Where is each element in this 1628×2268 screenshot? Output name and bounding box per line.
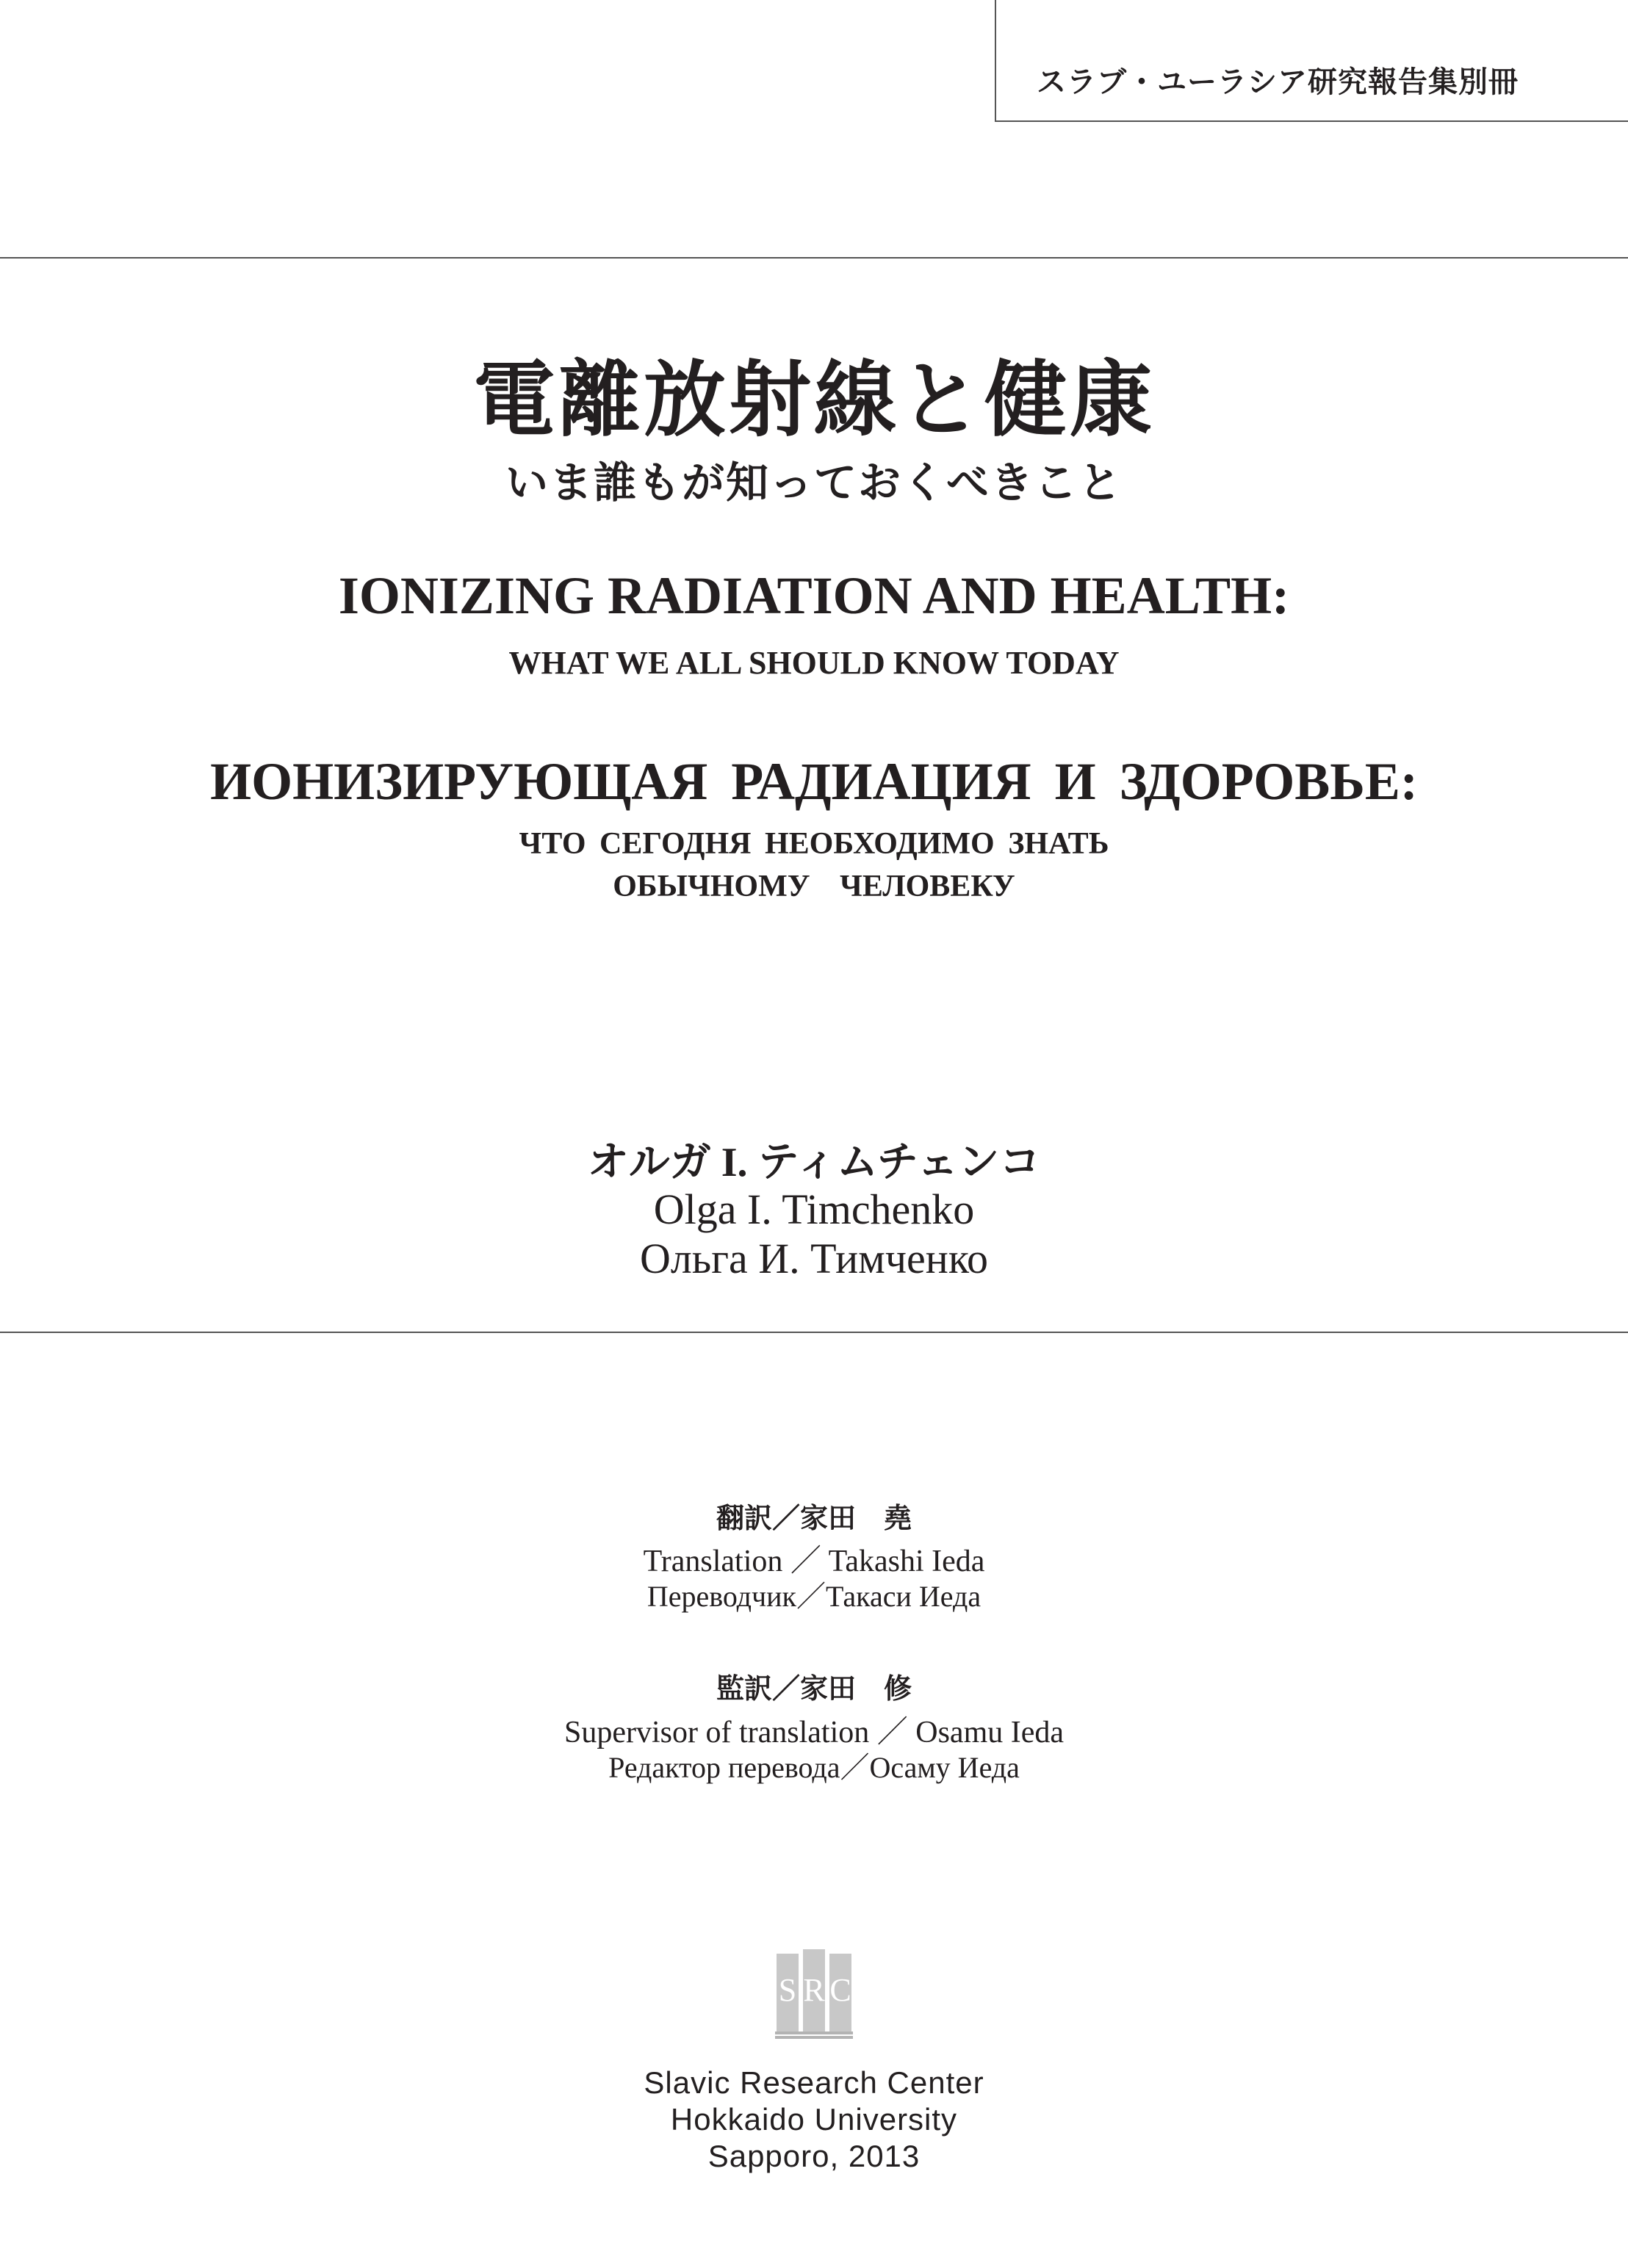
translator-russian: Переводчик／Такаси Иеда: [646, 1580, 982, 1613]
src-logo-icon: [775, 1948, 853, 2040]
svg-text:S: S: [778, 1972, 797, 2008]
author-russian: Ольга И. Тимченко: [639, 1235, 989, 1282]
title-russian: ИОНИЗИРУЮЩАЯ РАДИАЦИЯ И ЗДОРОВЬЕ:: [210, 752, 1418, 811]
publisher-name: Slavic Research Center: [644, 2065, 984, 2100]
author-english: Olga I. Timchenko: [653, 1185, 975, 1233]
publisher-place-year: Sapporo, 2013: [707, 2139, 921, 2173]
subtitle-russian-line-2: ОБЫЧНОМУ ЧЕЛОВЕКУ: [613, 870, 1015, 903]
author-japanese: オルガ I. ティムチェンコ: [587, 1140, 1041, 1185]
subtitle-russian-line-1: ЧТО СЕГОДНЯ НЕОБХОДИМО ЗНАТЬ: [519, 827, 1109, 861]
title-english: IONIZING RADIATION AND HEALTH:: [338, 566, 1290, 625]
translator-japanese: 翻訳／家田 堯: [716, 1503, 912, 1534]
svg-text:R: R: [803, 1972, 825, 2008]
supervisor-english: Supervisor of translation ／ Osamu Ieda: [563, 1716, 1065, 1749]
series-label: スラブ・ユーラシア研究報告集別冊: [1037, 65, 1519, 99]
title-japanese: 電離放射線と健康: [473, 355, 1155, 447]
svg-text:C: C: [829, 1972, 851, 2008]
supervisor-japanese: 監訳／家田 修: [716, 1674, 912, 1705]
middle-divider: [0, 1332, 1628, 1333]
supervisor-russian: Редактор перевода／Осаму Иеда: [608, 1751, 1020, 1784]
top-divider: [0, 257, 1628, 259]
translator-english: Translation ／ Takashi Ieda: [643, 1545, 985, 1578]
subtitle-english: WHAT WE ALL SHOULD KNOW TODAY: [508, 645, 1120, 681]
subtitle-japanese: いま誰もが知っておくべきこと: [505, 459, 1123, 507]
publisher-university: Hokkaido University: [670, 2102, 958, 2137]
